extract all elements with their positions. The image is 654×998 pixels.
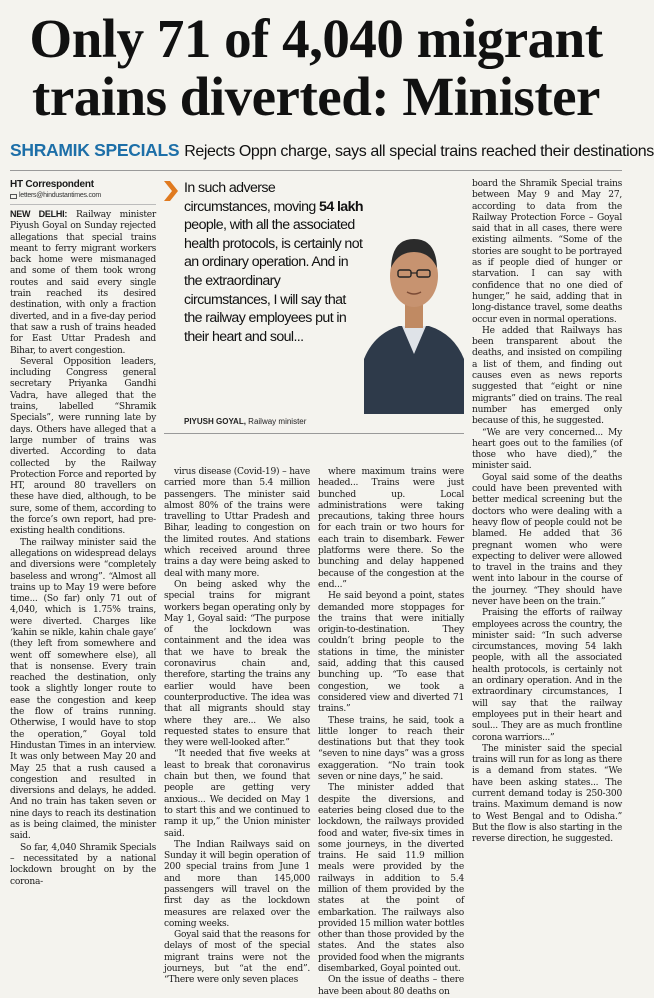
article-paragraph [10,538,156,843]
quote-divider [164,433,464,434]
mail-icon [10,194,17,199]
headline-line-2: trains diverted: Minister [32,66,600,127]
article-paragraph-text: Goyal said that the reasons for delays of most of the special migrant trains were not the journeys, but “at the end”. “There were only seven places [164,930,310,986]
column-2 [164,467,310,986]
quote-part-2: people, with all the associated health protocols, is certainly not an ordinary operation. And in the extraordinary circumstances, I will say that the railway employees put in their heart and soul... [184,217,363,345]
article-paragraph-text: The minister said the special trains will run for as long as there is a demand from states. “We have been asking states... The current demand today is 250-300 trains. Maximum demand is now to West Bengal and to Odisha.” But the flow is also starting in the reverse direction, he suggested. [472,743,622,845]
article-paragraph-text: These trains, he said, took a little longer to reach their destinations but that they took “seven to nine days” was a gross exaggeration. “No train took seven or nine days,” he said. [318,715,464,783]
column-1-body [10,209,156,888]
article-paragraph [164,467,310,580]
minister-portrait [364,184,464,414]
column-3 [318,467,464,997]
kicker [10,140,654,166]
article-paragraph-text: The railway minister said the allegations on widespread delays and diversions were “completely baseless and wrong”. “Almost all trains up to May 19 were before time... (So far) only 71 out of 4,040, which is 1.75% trains, were diverted. Charges like ‘kahin se nikle, kahin chale gaye’ (they left from somewhere and went off somewhere else), all that is nonsense. Every train reached the destination, only took a slightly longer route to ease the congestion and keep the flow of trains running. Otherwise, I would have to stop the operation,” Goyal told Hindustan Times in an interview. It was only between May 20 and May 25 that a rush caused a congestion and resulted in diversions and delays, he added. And no train has taken seven or nine days to reach its destination as is being claimed, the minister said. [10,537,156,842]
article-paragraph [318,783,464,975]
deck-text: Rejects Oppn charge, says all special trains reached their destinations [184,143,654,160]
column-4 [472,179,622,909]
article-paragraph-text: So far, 4,040 Shramik Specials – necessitated by a national lockdown brought on by the corona- [10,842,156,887]
article-paragraph [164,580,310,749]
article-paragraph-text: On being asked why the special trains for migrant workers began operating only by May 1, Goyal said: “The purpose of the lockdown was containment and the idea was that we have to break the coronavirus chain and, therefore, starting the trains any earlier would have been counterproductive. The idea was that all migrants should stay where they are... We also requested states to ensure that they were well-looked after.” [164,579,310,749]
quote-part-1: In such adverse circumstances, moving [184,180,320,215]
article-paragraph [10,357,156,538]
article-paragraph [164,840,310,930]
article-paragraph [472,428,622,473]
article-paragraph-text: Praising the efforts of railway employees across the country, the minister said: “In such adverse circumstances, moving 54 lakh people, with all the associated health protocols, is certainly not an ordinary operation. And in the extraordinary circumstances, I will say that the railway employees put in their heart and soul... They are as much frontline corona warriors...” [472,608,622,743]
headline [10,0,622,136]
article-paragraph [10,843,156,888]
article-paragraph-text: Several Opposition leaders, including Congress general secretary Priyanka Gandhi Vadra, have alleged that the trains, labelled “Shramik Specials”, were running late by days. Others have alleged that a large number of trains was diverted. According to data collected by the Railway Protection Force and reported by HT, around 80 travellers on these have died, although, to be sure, some of them, according to the force’s own report, had pre-existing health conditions. [10,356,156,537]
article-paragraph-text: board the Shramik Special trains between May 9 and May 27, according to data from the Railway Protection Force – Goyal said that in all cases, there were existing ailments. “Some of the stories are sought to be portrayed as if people died of hunger or starvation. I can say with confidence that no one died of hunger,” he said, adding that in long-distance travel, some deaths occur even in normal operations. [472,179,622,325]
quote-attrib-title: Railway minister [245,417,307,426]
article-columns [10,179,622,997]
kicker-label: SHRAMIK SPECIALS [10,140,180,160]
quote-attrib-name: PIYUSH GOYAL, [184,417,246,426]
article-paragraph [472,473,622,609]
pull-quote [164,179,464,459]
article-paragraph [10,209,156,357]
article-paragraph [472,326,622,428]
divider [10,170,622,171]
headline-line-1: Only 71 of 4,040 migrant [29,8,603,69]
article-paragraph [164,930,310,986]
column-1 [10,179,156,909]
dateline: NEW DELHI: [10,209,68,219]
article-paragraph-text: On the issue of deaths – there have been about 80 deaths on [318,975,464,997]
byline-divider [10,204,156,205]
article-paragraph [318,975,464,998]
article-paragraph [472,608,622,744]
article-paragraph-text: where maximum trains were headed... Trains were just bunched up. Local administrations were taking precautions, taking three hours for each train or two hours for each train to disembark. Fewer platforms were there. So the bunching and delay happened because of the congestion at the end...” [318,467,464,590]
article-paragraph-text: “It needed that five weeks at least to break that coronavirus chain but then, we found that people are getting very anxious... We decided on May 1 to start this and we continued to ramp it up,” the Union minister said. [164,749,310,839]
article-paragraph [472,744,622,846]
quote-bold-1: 54 lakh [319,198,363,215]
article-paragraph-text: Railway minister Piyush Goyal on Sunday rejected allegations that special trains meant to ferry migrant workers back home were mismanaged and some of them took wrong routes and said every single train reached its desired destination, with only a fraction diverted, and in a five-day period that saw a rush of trains headed for East Uttar Pradesh and Bihar, to avert congestion. [10,210,156,356]
article-paragraph-text: virus disease (Covid-19) – have carried more than 5.4 million passengers. The minister said almost 80% of the trains were travelling to Uttar Pradesh and Bihar, leading to congestion on the limited routes. And stations which received around three trains a day were being asked to deal with many more. [164,467,310,579]
article-paragraph [472,179,622,326]
article-paragraph-text: The minister added that despite the diversions, and eateries being closed due to the lockdown, the railways provided food and water, five-six times in some journeys, in the diverted trains. He said 11.9 million meals were provided by the railways in addition to 5.4 million of them provided by the states at the point of embarkation. The railways also provided 15 million water bottles other than those provided by the states. And the states also provided food when the migrants disembarked, Goyal pointed out. [318,783,464,975]
article-paragraph-text: “We are very concerned... My heart goes out to the families (of those who have died),” the minister said. [472,427,622,472]
article-paragraph-text: The Indian Railways said on Sunday it will begin operation of 200 special trains from June 1 and more than 145,000 passengers will travel on the first day as the lockdown measures are relaxed over the coming weeks. [164,839,310,929]
pull-quote-text [184,179,364,346]
byline-email-text[interactable]: letters@hindustantimes.com [19,192,101,199]
byline-email[interactable] [10,191,156,201]
article-paragraph [318,591,464,715]
article-paragraph-text: He added that Railways has been transparent about the deaths, and insisted on compiling a list of them, and finding out causes even as news reports suggested that “eight or nine migrants” died on trains. The real number has emerged only because of this, he suggested. [472,325,622,427]
quote-attribution [184,417,306,426]
byline-name: HT Correspondent [10,179,94,190]
article-paragraph [318,716,464,784]
article-paragraph [164,749,310,839]
article-paragraph-text: Goyal said some of the deaths could have been prevented with better medical screening but the doctors who were dealing with a heavy flow of people could not be blamed. He added that 36 pregnant women who were expecting to deliver were allowed to travel in the trains and they went into labour in the course of the journey. “They should have never have been on the train.” [472,472,622,607]
article-paragraph [318,467,464,591]
article-paragraph-text: He said beyond a point, states demanded more stoppages for the trains that were initially origin-to-destination. They couldn’t bring people to the stations in time, the minister said, adding that this caused bunching up. “To ease that congestion, we took a considered view and diverted 71 trains.” [318,591,464,715]
quote-mark-icon [164,181,178,201]
